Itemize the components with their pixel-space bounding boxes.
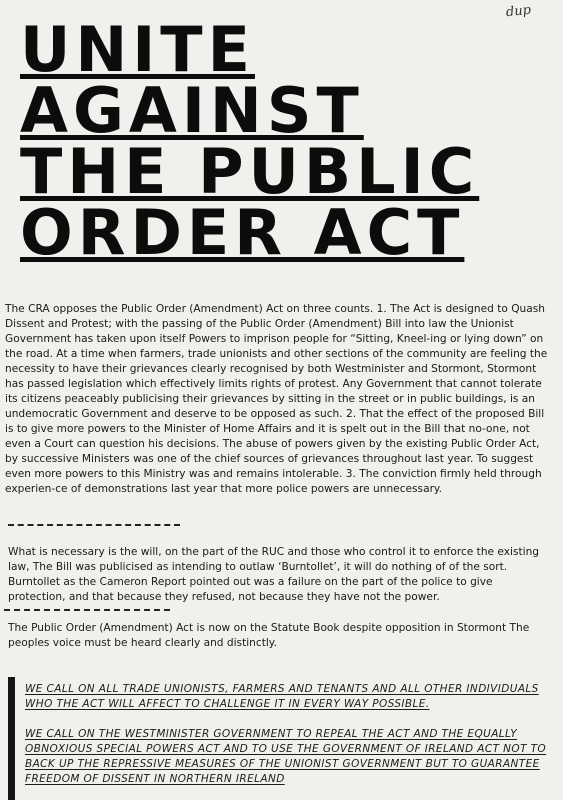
headline-line-3: THE PUBLIC bbox=[20, 135, 480, 208]
paragraph-cra-opposition: The CRA opposes the Public Order (Amendment) Act on three counts. 1. The Act is designed to Quash Dissent and Protest; with the passing of the Public Order (Amendment) Bill into law the Unionist Government has taken upon itself Powers to imprison people for “Sitting, Kneel-ing or lying down” on the road. At a time when farmers, trade unionists and other sections of the community are feeling the necessity to have their grievances clearly recognised by both Westminister and Stormont, Stormont has passed legislation which effectively limits rights of protest. Any Government that cannot tolerate its citizens peaceably publicising their grievances by sitting in the street or in public buildings, is an undemocratic Government and deserve to be opposed as such. 2. That the effect of the proposed Bill is to give more powers to the Minister of Home Affairs and it is spelt out in the Bill that no-one, not even a Court can question his decisions. The abuse of powers given by the existing Public Order Act, by successive Ministers was one of the chief sources of grievances throughout last year. To suggest even more powers to this Ministry was and remains intolerable. 3. The conviction firmly held through experien-ce of demonstrations last year that more police powers are unnecessary. bbox=[5, 303, 548, 495]
headline-line-4: ORDER ACT bbox=[20, 196, 465, 269]
headline bbox=[20, 13, 480, 269]
dashed-divider bbox=[8, 524, 180, 526]
handwritten-corner-note: dup bbox=[505, 2, 532, 21]
paragraph-statute-book: The Public Order (Amendment) Act is now on the Statute Book despite opposition in Stormont The peoples voice must be heard clearly and distinctly. bbox=[8, 622, 530, 649]
headline-line-1: UNITE bbox=[20, 13, 255, 86]
callout-westminister: WE CALL ON THE WESTMINISTER GOVERNMENT TO REPEAL THE ACT AND THE EQUALLY OBNOXIOUS SPECIAL POWERS ACT AND TO USE THE GOVERNMENT OF IRELAND ACT NOT TO BACK UP THE REPRESSIVE MEASURES OF THE UNIONIST GOVERNMENT BUT TO GUARANTEE FREEDOM OF DISSENT IN NORTHERN IRELAND bbox=[25, 728, 547, 785]
headline-line-2: AGAINST bbox=[20, 74, 364, 147]
paragraph-what-is-necessary: What is necessary is the will, on the part of the RUC and those who control it to enforce the existing law, The Bill was publicised as intending to outlaw ‘Burntollet’, it will do nothing of of the sort. Burntollet as the Cameron Report pointed out was a failure on the part of the police to give protection, and that because they refused, not because they have not the power. bbox=[8, 546, 540, 603]
call-to-action-box bbox=[8, 677, 556, 800]
dashed-divider bbox=[4, 609, 170, 611]
callout-trade-unionists: WE CALL ON ALL TRADE UNIONISTS, FARMERS AND TENANTS AND ALL OTHER INDIVIDUALS WHO THE ACT WILL AFFECT TO CHALLENGE IT IN EVERY WAY POSSIBLE. bbox=[25, 683, 539, 710]
